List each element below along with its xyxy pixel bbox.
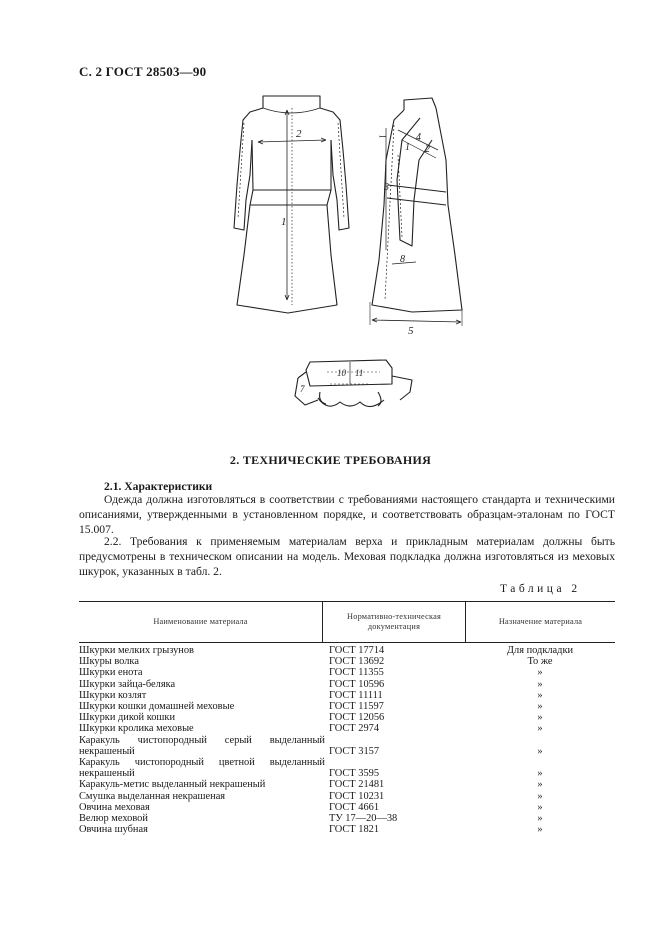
cell-purpose: » [537,667,543,679]
cell-purpose: » [537,723,543,735]
collar-detail [295,360,412,407]
cell-purpose: То же [527,656,553,668]
cell-documentation: ГОСТ 1821 [329,824,380,836]
cell-material-name: Овчина меховая [79,801,150,813]
cell-documentation: ГОСТ 3595 [329,768,380,780]
cell-documentation: ГОСТ 11111 [329,689,383,701]
dim-label-2b: 2 [425,144,430,155]
table-row [79,679,615,690]
table-row [79,723,615,734]
cell-documentation: ГОСТ 21481 [329,779,385,791]
paragraph-2-1-heading: 2.1. Характеристики [104,480,213,493]
cell-documentation: ГОСТ 2974 [329,723,380,735]
paragraph-2-2: 2.2. Требования к применяемым материалам верха и прикладным материалам должны быть предусмотрены в техническом описании на модель. Меховая подкладка должна изготовляться из меховых шкурок, указанных в табл. 2. [79,535,615,578]
cell-documentation: ГОСТ 3157 [329,745,380,757]
header-material-name: Наименование материала [153,617,248,626]
cell-material-name: Шкурки козлят [79,689,147,701]
coat-front-view [234,96,349,313]
cell-material-name: Шкурки кошки домашней меховые [79,701,235,713]
cell-purpose: » [537,701,543,713]
table-row [79,690,615,701]
dim-label-11: 11 [355,368,364,378]
table-row [79,656,615,667]
cell-material-name: Каракуль-метис выделанный некрашеный [79,779,266,791]
dim-label-5: 5 [408,325,414,337]
cell-documentation: ТУ 17—20—38 [329,813,398,825]
cell-documentation: ГОСТ 4661 [329,801,380,813]
cell-purpose: » [537,801,543,813]
table-row [79,701,615,712]
cell-purpose: » [537,678,543,690]
table-row [79,735,615,757]
table-row [79,824,615,835]
table-row [79,791,615,802]
cell-documentation: ГОСТ 10231 [329,790,385,802]
cell-documentation: ГОСТ 11355 [329,667,384,679]
cell-documentation: ГОСТ 13692 [329,656,385,668]
coat-side-view [370,98,462,337]
cell-documentation: ГОСТ 17714 [329,645,385,656]
table-caption: Таблица 2 [500,583,581,595]
cell-documentation: ГОСТ 10596 [329,678,385,690]
cell-purpose: Для подкладки [506,645,574,656]
cell-documentation: ГОСТ 11597 [329,701,384,713]
cell-purpose: » [537,813,543,825]
dim-label-2: 2 [296,128,302,140]
cell-material-name: Шкуры волка [79,656,139,668]
cell-purpose: » [537,768,543,780]
table-header [79,601,615,643]
dim-label-8: 8 [400,254,405,265]
table-row [79,813,615,824]
dim-label-1b: 1 [405,142,410,153]
dim-label-I: I [378,135,388,138]
table-body [79,645,615,835]
cell-material-name: Шкурки зайца-беляка [79,678,176,690]
cell-material-name: Каракуль чистопородный цветной выделанный некрашеный [79,757,325,780]
table-row [79,712,615,723]
cell-documentation: ГОСТ 12056 [329,712,385,724]
table-row [79,645,615,656]
dim-label-3: 3 [384,182,389,193]
paragraph-2-1: Одежда должна изготовляться в соответствии с требованиями настоящего стандарта и техническими описаниями, утвержденными в установленном порядке, и соответствовать образцам-эталонам по ГОСТ 15.007. [79,493,615,536]
cell-purpose: » [537,745,543,757]
dim-label-7: 7 [300,384,305,394]
dim-label-4: 4 [416,132,421,143]
page-header: С. 2 ГОСТ 28503—90 [79,64,207,79]
header-documentation: Нормативно-техническая документация [347,612,441,631]
cell-purpose: » [537,779,543,791]
cell-material-name: Смушка выделанная некрашеная [79,790,226,802]
cell-material-name: Каракуль чистопородный серый выделанный некрашеный [79,734,325,757]
cell-purpose: » [537,824,543,836]
dim-label-1: 1 [281,216,287,228]
cell-material-name: Шкурки кролика меховые [79,723,194,735]
coat-measurement-figures [0,0,661,420]
cell-material-name: Велюр меховой [79,813,148,825]
table-row [79,779,615,790]
cell-purpose: » [537,790,543,802]
cell-material-name: Шкурки мелких грызунов [79,645,194,656]
cell-purpose: » [537,712,543,724]
cell-material-name: Шкурки енота [79,667,143,679]
table-row [79,802,615,813]
cell-material-name: Шкурки дикой кошки [79,712,176,724]
cell-purpose: » [537,689,543,701]
table-row [79,757,615,779]
section-title: 2. ТЕХНИЧЕСКИЕ ТРЕБОВАНИЯ [229,453,432,467]
cell-material-name: Овчина шубная [79,824,148,836]
dim-label-10: 10 [337,368,346,378]
header-purpose: Назначение материала [498,617,583,626]
table-row [79,667,615,678]
